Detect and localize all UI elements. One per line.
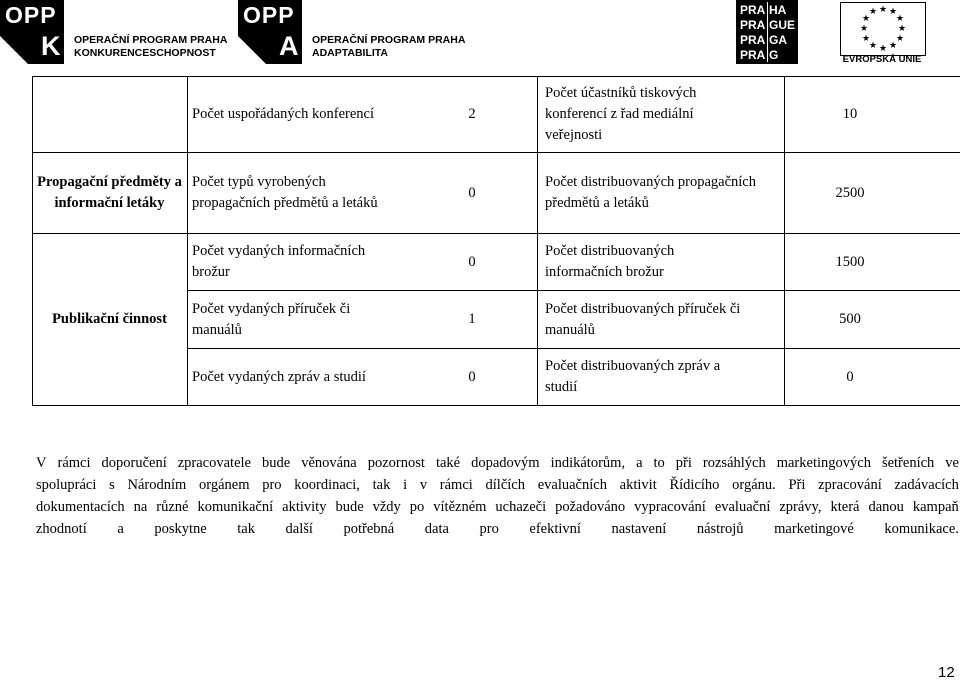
result-indicator-cell	[545, 78, 735, 150]
praha-logo-text: G	[769, 48, 779, 62]
opp-k-mark	[0, 0, 64, 64]
svg-text:★: ★	[878, 43, 888, 53]
praha-logo-text: GA	[769, 33, 787, 47]
svg-text:★: ★	[888, 40, 898, 50]
eu-label: EVROPSKÁ UNIE	[842, 54, 922, 65]
paragraph-line: zhodnotí a poskytne tak další potřebná data pro efektivní nastavení nástrojů marketingové komunikace.	[36, 521, 959, 537]
paragraph-line: dokumentacích na různé komunikační aktivity bude vždy po vítězném uchazeči požadováno vypracování evaluační zprávy, která danou kampaň	[36, 499, 959, 515]
result-indicator-cell	[545, 292, 777, 347]
table-row	[192, 292, 382, 347]
opp-k-title-line1: OPERAČNÍ PROGRAM PRAHA	[74, 34, 228, 46]
svg-text:★: ★	[897, 23, 907, 33]
output-value	[432, 350, 512, 404]
result-value-text: 10	[842, 105, 858, 122]
table-row	[192, 154, 407, 232]
praha-logo-text: HA	[769, 3, 787, 17]
output-indicator: Počet vydaných informačních brožur	[192, 243, 366, 280]
output-indicator: Počet vydaných příruček či manuálů	[192, 300, 351, 338]
table-row	[192, 350, 462, 404]
opp-a-title	[312, 34, 465, 60]
result-value	[812, 235, 888, 289]
output-indicator: Počet uspořádaných konferencí	[192, 105, 374, 122]
output-value	[432, 292, 512, 347]
opp-k-mark-text: OPP	[5, 2, 57, 28]
result-value-text: 0	[846, 368, 854, 385]
svg-text:★: ★	[878, 4, 888, 14]
praha-logo-text: PRA	[740, 48, 766, 62]
output-value-text: 0	[468, 368, 476, 385]
opp-a-title-line1: OPERAČNÍ PROGRAM PRAHA	[312, 34, 466, 46]
svg-text:★: ★	[868, 40, 878, 50]
praha-logo	[736, 0, 798, 64]
svg-text:★: ★	[861, 33, 871, 43]
output-value-text: 0	[468, 184, 476, 201]
indicators-table	[32, 76, 960, 406]
svg-text:★: ★	[895, 33, 905, 43]
activity-cell	[34, 235, 185, 404]
svg-text:★: ★	[859, 23, 869, 33]
result-indicator-cell	[545, 350, 745, 404]
output-value	[432, 78, 512, 150]
table-row	[192, 78, 462, 150]
result-value-text: 2500	[835, 184, 865, 201]
praha-logo-text: PRA	[740, 18, 766, 32]
result-indicator: Počet distribuovaných propagačních předmětů a letáků	[545, 174, 756, 211]
result-value-text: 500	[839, 311, 861, 327]
result-value	[812, 154, 888, 232]
paragraph-line: spolupráci s Národním orgánem pro koordinaci, tak i v rámci dílčích evaluačních aktivit Řídicího orgánu. Při zpracování zadávacích	[36, 477, 959, 493]
praha-logo-text: PRA	[740, 33, 766, 47]
eu-flag-icon	[840, 2, 926, 56]
result-indicator-cell	[545, 154, 775, 232]
output-indicator: Počet vydaných zpráv a studií	[192, 368, 366, 385]
svg-text:★: ★	[888, 6, 898, 16]
opp-k-title	[74, 34, 227, 60]
opp-a-mark-text: OPP	[243, 2, 295, 28]
opp-k-mark-letter: K	[41, 31, 61, 61]
opp-a-title-line2: ADAPTABILITA	[312, 47, 389, 59]
eu-logo	[838, 0, 926, 66]
output-value-text: 2	[468, 105, 476, 122]
paragraph-line: V rámci doporučení zpracovatele bude věnována pozornost také dopadovým indikátorům, a to při rozsáhlých marketingových šetřeních ve	[36, 455, 959, 471]
svg-text:★: ★	[861, 13, 871, 23]
praha-logo-text: PRA	[740, 3, 766, 17]
result-value	[812, 350, 888, 404]
svg-text:★: ★	[868, 6, 878, 16]
result-indicator: Počet účastníků tiskových konferencí z řad mediální veřejnosti	[545, 84, 697, 143]
body-paragraph	[36, 452, 959, 540]
output-value-text: 1	[468, 311, 476, 327]
activity-label: Publikační činnost	[52, 311, 167, 327]
result-value	[812, 292, 888, 347]
result-value	[812, 78, 888, 150]
svg-text:★: ★	[895, 13, 905, 23]
opp-a-mark	[238, 0, 302, 64]
output-value	[432, 154, 512, 232]
table-row	[192, 235, 402, 289]
activity-label: Propagační předměty a informační letáky	[37, 174, 182, 211]
opp-k-title-line2: KONKURENCESCHOPNOST	[74, 47, 216, 59]
result-indicator: Počet distribuovaných informačních brožur	[545, 243, 675, 280]
output-value	[432, 235, 512, 289]
result-indicator: Počet distribuovaných zpráv a studií	[545, 358, 721, 395]
result-indicator: Počet distribuovaných příruček či manuálů	[545, 300, 741, 338]
praha-logo-text: GUE	[769, 18, 796, 32]
page-number: 12	[938, 664, 955, 681]
result-value-text: 1500	[835, 253, 865, 270]
output-indicator: Počet typů vyrobených propagačních předmětů a letáků	[192, 174, 378, 211]
activity-cell	[34, 154, 185, 232]
result-indicator-cell	[545, 235, 720, 289]
output-value-text: 0	[468, 253, 476, 270]
opp-a-mark-letter: A	[279, 31, 299, 61]
